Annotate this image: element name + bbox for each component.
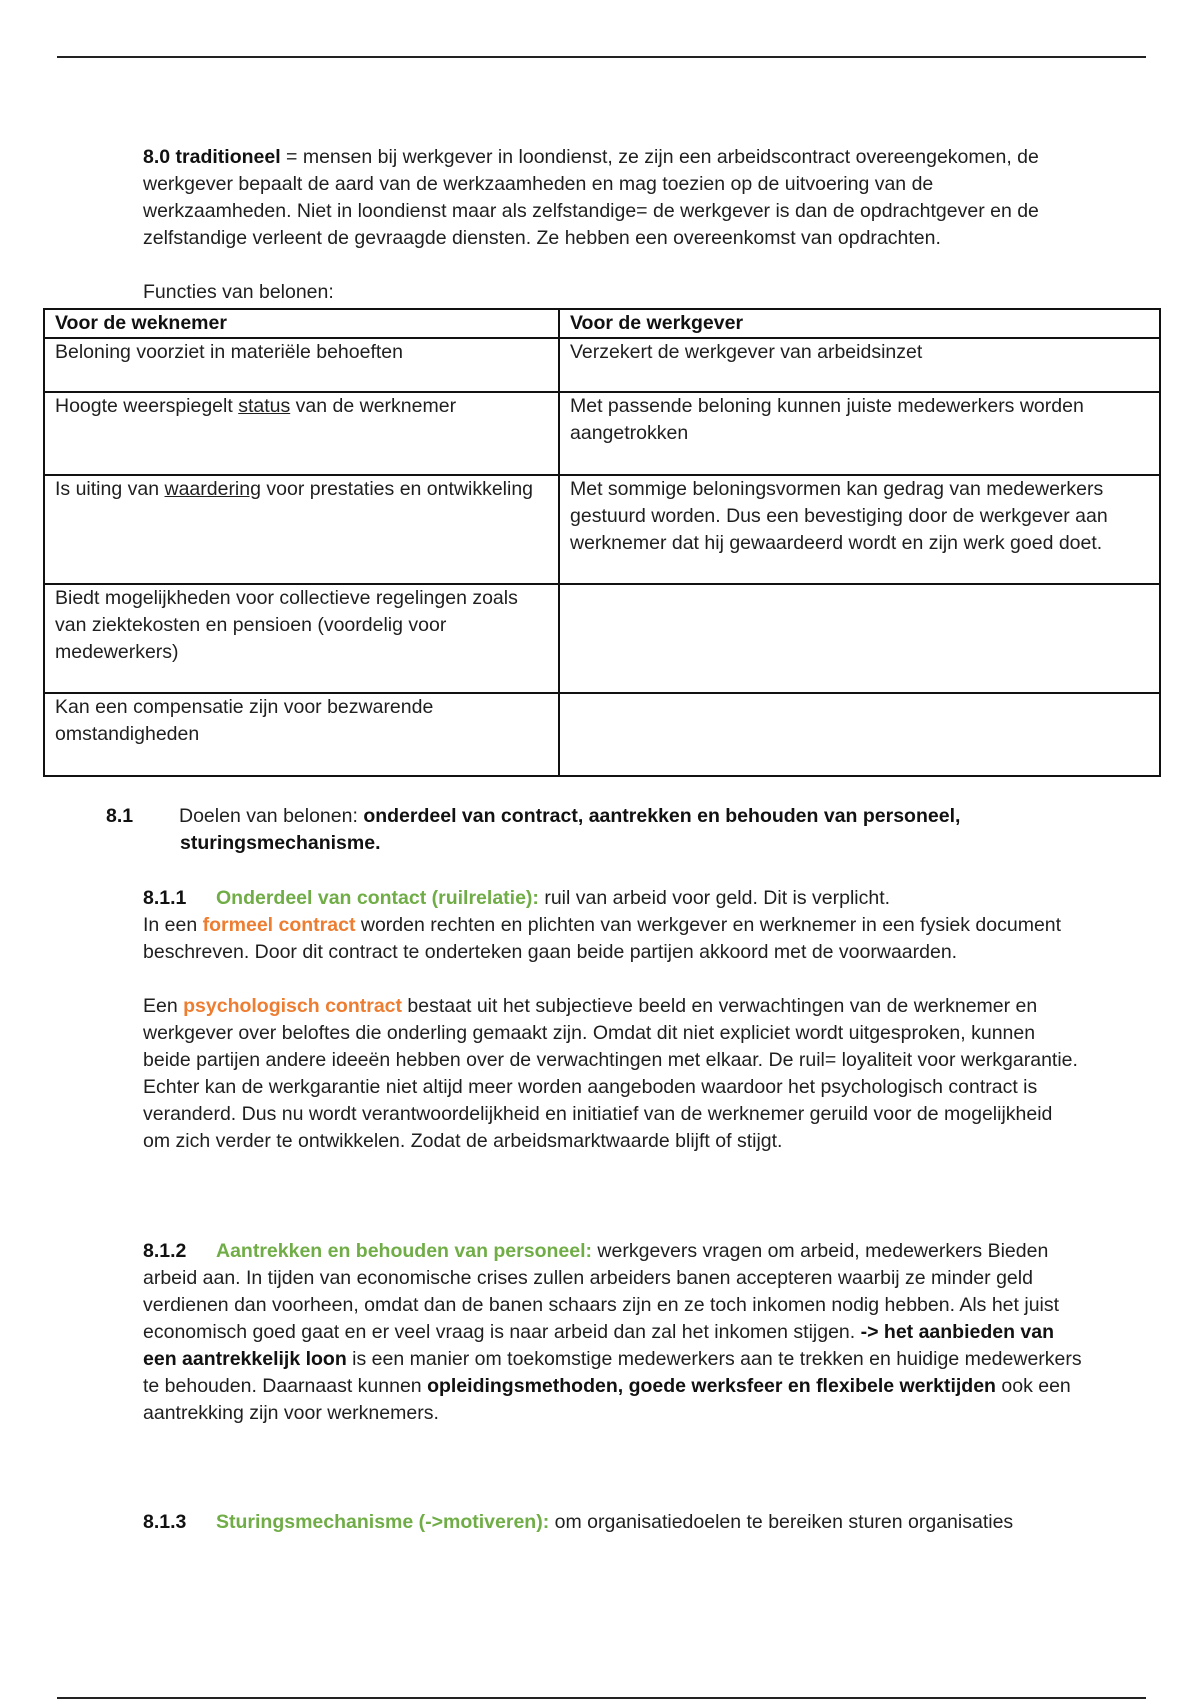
cell-employee: Hoogte weerspiegelt status van de werknemer: [44, 392, 559, 475]
table-header-row: [44, 309, 1160, 338]
term-psychological-contract: psychologisch contract: [183, 995, 403, 1017]
table-row: [44, 693, 1160, 776]
section-8-1-3: 8.1.3 Sturingsmechanisme (->motiveren): om organisatiedoelen te bereiken sturen organisaties: [143, 1509, 1083, 1536]
section-number: 8.1.1: [143, 887, 187, 909]
cell-employer: Met passende beloning kunnen juiste medewerkers worden aangetrokken: [559, 392, 1160, 475]
attractive-wage: -> het aanbieden van een aantrekkelijk loon: [143, 1321, 1055, 1370]
cell-employer: [559, 693, 1160, 776]
section-goals: onderdeel van contract, aantrekken en behouden van personeel, sturingsmechanisme.: [180, 805, 961, 854]
section-8-1-1: 8.1.1 Onderdeel van contact (ruilrelatie): ruil van arbeid voor geld. Dit is verplicht. In een formeel contract worden rechten en plichten van werkgever en werknemer in een fysiek document beschreven. Door dit contract te onderteken gaan beide partijen akkoord met de voorwaarden. Een psychologisch contract bestaat uit het subjectieve beeld en verwachtingen van de werknemer en werkgever over beloftes die onderling gemaakt zijn. Omdat dit niet expliciet wordt uitgesproken, kunnen beide partijen andere ideeën hebben over de verwachtingen met elkaar. De ruil= loyaliteit voor werkgarantie. Echter kan de werkgarantie niet altijd meer worden aangeboden waardoor het psychologisch contract is veranderd. Dus nu wordt verantwoordelijkheid en initiatief van de werknemer geruild voor de mogelijkheid om zich verder te ontwikkelen. Zodat de arbeidsmarktwaarde blijft of stijgt.: [143, 887, 1078, 1152]
table-row: [44, 584, 1160, 693]
underlined-term: waardering: [164, 478, 261, 500]
attraction-factors: opleidingsmethoden, goede werksfeer en flexibele werktijden: [427, 1375, 996, 1397]
table-row: [44, 338, 1160, 392]
section-8-1-2: 8.1.2 Aantrekken en behouden van personeel: werkgevers vragen om arbeid, medewerkers Bieden arbeid aan. In tijden van economische crises zullen arbeiders banen accepteren waarbij ze minder geld verdienen dan voorheen, omdat dan de banen schaars zijn en ze toch inkomen nodig hebben. Als het juist economisch goed gaat en er veel vraag is naar arbeid dan zal het inkomen stijgen. -> het aanbieden van een aantrekkelijk loon is een manier om toekomstige medewerkers aan te trekken en huidige medewerkers te behouden. Daarnaast kunnen opleidingsmethoden, goede werksfeer en flexibele werktijden ook een aantrekking zijn voor werknemers.: [143, 1240, 1082, 1424]
header-employer: Voor de werkgever: [559, 309, 1160, 338]
section-number: 8.1.3: [143, 1511, 187, 1533]
intro-term: 8.0 traditioneel: [143, 146, 281, 168]
section-number: 8.1: [106, 805, 134, 827]
cell-employer: [559, 584, 1160, 693]
section-number: 8.1.2: [143, 1240, 187, 1262]
table-caption: Functies van belonen:: [143, 281, 334, 303]
section-title: Sturingsmechanisme (->motiveren):: [216, 1511, 550, 1533]
intro-paragraph: [143, 144, 1083, 252]
cell-employee: Beloning voorziet in materiële behoeften: [44, 338, 559, 392]
underlined-term: status: [238, 395, 291, 417]
cell-employee: Biedt mogelijkheden voor collectieve regelingen zoals van ziektekosten en pensioen (voordelig voor medewerkers): [44, 584, 559, 693]
section-lead: Doelen van belonen:: [179, 805, 364, 827]
header-employee: Voor de weknemer: [44, 309, 559, 338]
term-formal-contract: formeel contract: [202, 914, 356, 936]
cell-employer: Verzekert de werkgever van arbeidsinzet: [559, 338, 1160, 392]
cell-employer: Met sommige beloningsvormen kan gedrag van medewerkers gestuurd worden. Dus een bevestiging door de werkgever aan werknemer dat hij gewaardeerd wordt en zijn werk goed doet.: [559, 475, 1160, 584]
cell-employee: Is uiting van waardering voor prestaties en ontwikkeling: [44, 475, 559, 584]
section-8-1: [106, 803, 1083, 857]
reward-functions-table: [43, 308, 1161, 777]
intro-text: = mensen bij werkgever in loondienst, ze zijn een arbeidscontract overeengekomen, de werkgever bepaalt de aard van de werkzaamheden en mag toezien op de uitvoering van de werkzaamheden. Niet in loondienst maar als zelfstandige= de werkgever is dan de opdrachtgever en de zelfstandige verleent de gevraagde diensten. Ze hebben een overeenkomst van opdrachten.: [143, 146, 1039, 249]
table-row: [44, 475, 1160, 584]
section-title: Onderdeel van contact (ruilrelatie):: [216, 887, 539, 909]
table-row: [44, 392, 1160, 475]
section-title: Aantrekken en behouden van personeel:: [216, 1240, 593, 1262]
footer-rule: [57, 1697, 1146, 1699]
header-rule: [57, 56, 1146, 58]
cell-employee: Kan een compensatie zijn voor bezwarende omstandigheden: [44, 693, 559, 776]
